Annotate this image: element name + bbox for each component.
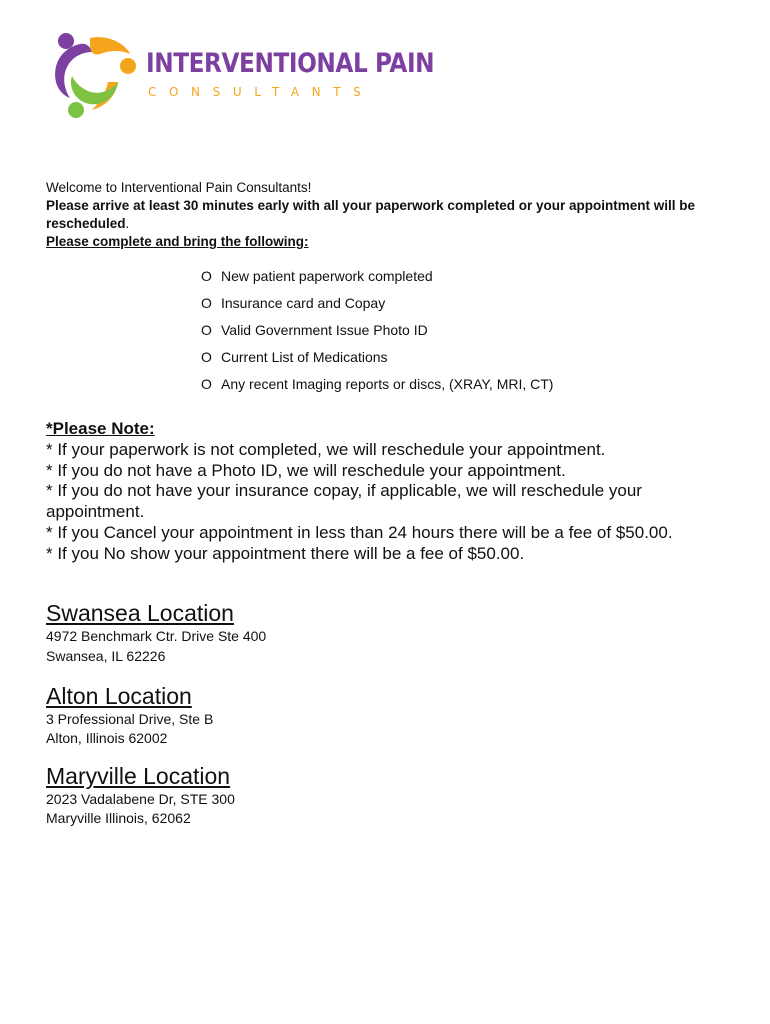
arrival-instruction-period: . [125,216,130,231]
location-title: Maryville Location [46,763,231,789]
location-alton [46,682,446,748]
note-item: * If you do not have your insurance copay, if applicable, we will reschedule your appointment. [46,481,642,522]
location-address-line2: Maryville Illinois, 62062 [46,810,191,826]
checkbox-circle-icon: O [201,322,212,338]
checkbox-circle-icon: O [201,295,212,311]
company-logo [50,30,435,122]
logo-people-icon [50,30,142,122]
location-address-line1: 4972 Benchmark Ctr. Drive Ste 400 [46,628,267,644]
checklist-heading: Please complete and bring the following: [46,234,309,249]
checklist-item [201,320,553,347]
note-item: * If you do not have a Photo ID, we will reschedule your appointment. [46,460,566,480]
logo-title: INTERVENTIONAL PAIN [146,48,435,79]
checklist-item-label: Insurance card and Copay [221,295,386,311]
checklist-item-label: Any recent Imaging reports or discs, (XRAY, MRI, CT) [221,376,554,392]
checklist-item [201,374,553,401]
logo-subtitle: CONSULTANTS [148,85,374,99]
arrival-instruction [46,197,736,233]
note-item: * If your paperwork is not completed, we will reschedule your appointment. [46,439,606,459]
location-address-line1: 2023 Vadalabene Dr, STE 300 [46,791,235,807]
logo-green-arc [71,76,118,104]
location-address-line2: Alton, Illinois 62002 [46,730,168,746]
checklist-item-label: Current List of Medications [221,349,388,365]
policy-note-section [46,419,726,565]
checkbox-circle-icon: O [201,349,212,365]
required-items-checklist [201,266,553,401]
checklist-item [201,347,553,374]
checklist-item [201,293,553,320]
checklist-item [201,266,553,293]
location-maryville [46,762,446,828]
note-item: * If you Cancel your appointment in less than 24 hours there will be a fee of $50.00. [46,522,673,542]
intro-section [46,179,736,251]
logo-orange-head [120,58,136,74]
welcome-text: Welcome to Interventional Pain Consultants! [46,180,312,195]
location-title: Swansea Location [46,600,234,626]
arrival-instruction-text: Please arrive at least 30 minutes early with all your paperwork completed or your appointment will be rescheduled [46,198,695,231]
location-swansea [46,599,446,666]
checkbox-circle-icon: O [201,268,212,284]
location-address-line2: Swansea, IL 62226 [46,648,166,664]
location-title: Alton Location [46,683,192,709]
logo-purple-head [58,33,74,49]
note-title: *Please Note: [46,419,155,438]
logo-green-head [68,102,84,118]
logo-orange-arc [90,37,130,54]
checklist-item-label: Valid Government Issue Photo ID [221,322,428,338]
checkbox-circle-icon: O [201,376,212,392]
note-item: * If you No show your appointment there will be a fee of $50.00. [46,543,525,563]
location-address-line1: 3 Professional Drive, Ste B [46,711,214,727]
checklist-item-label: New patient paperwork completed [221,268,433,284]
